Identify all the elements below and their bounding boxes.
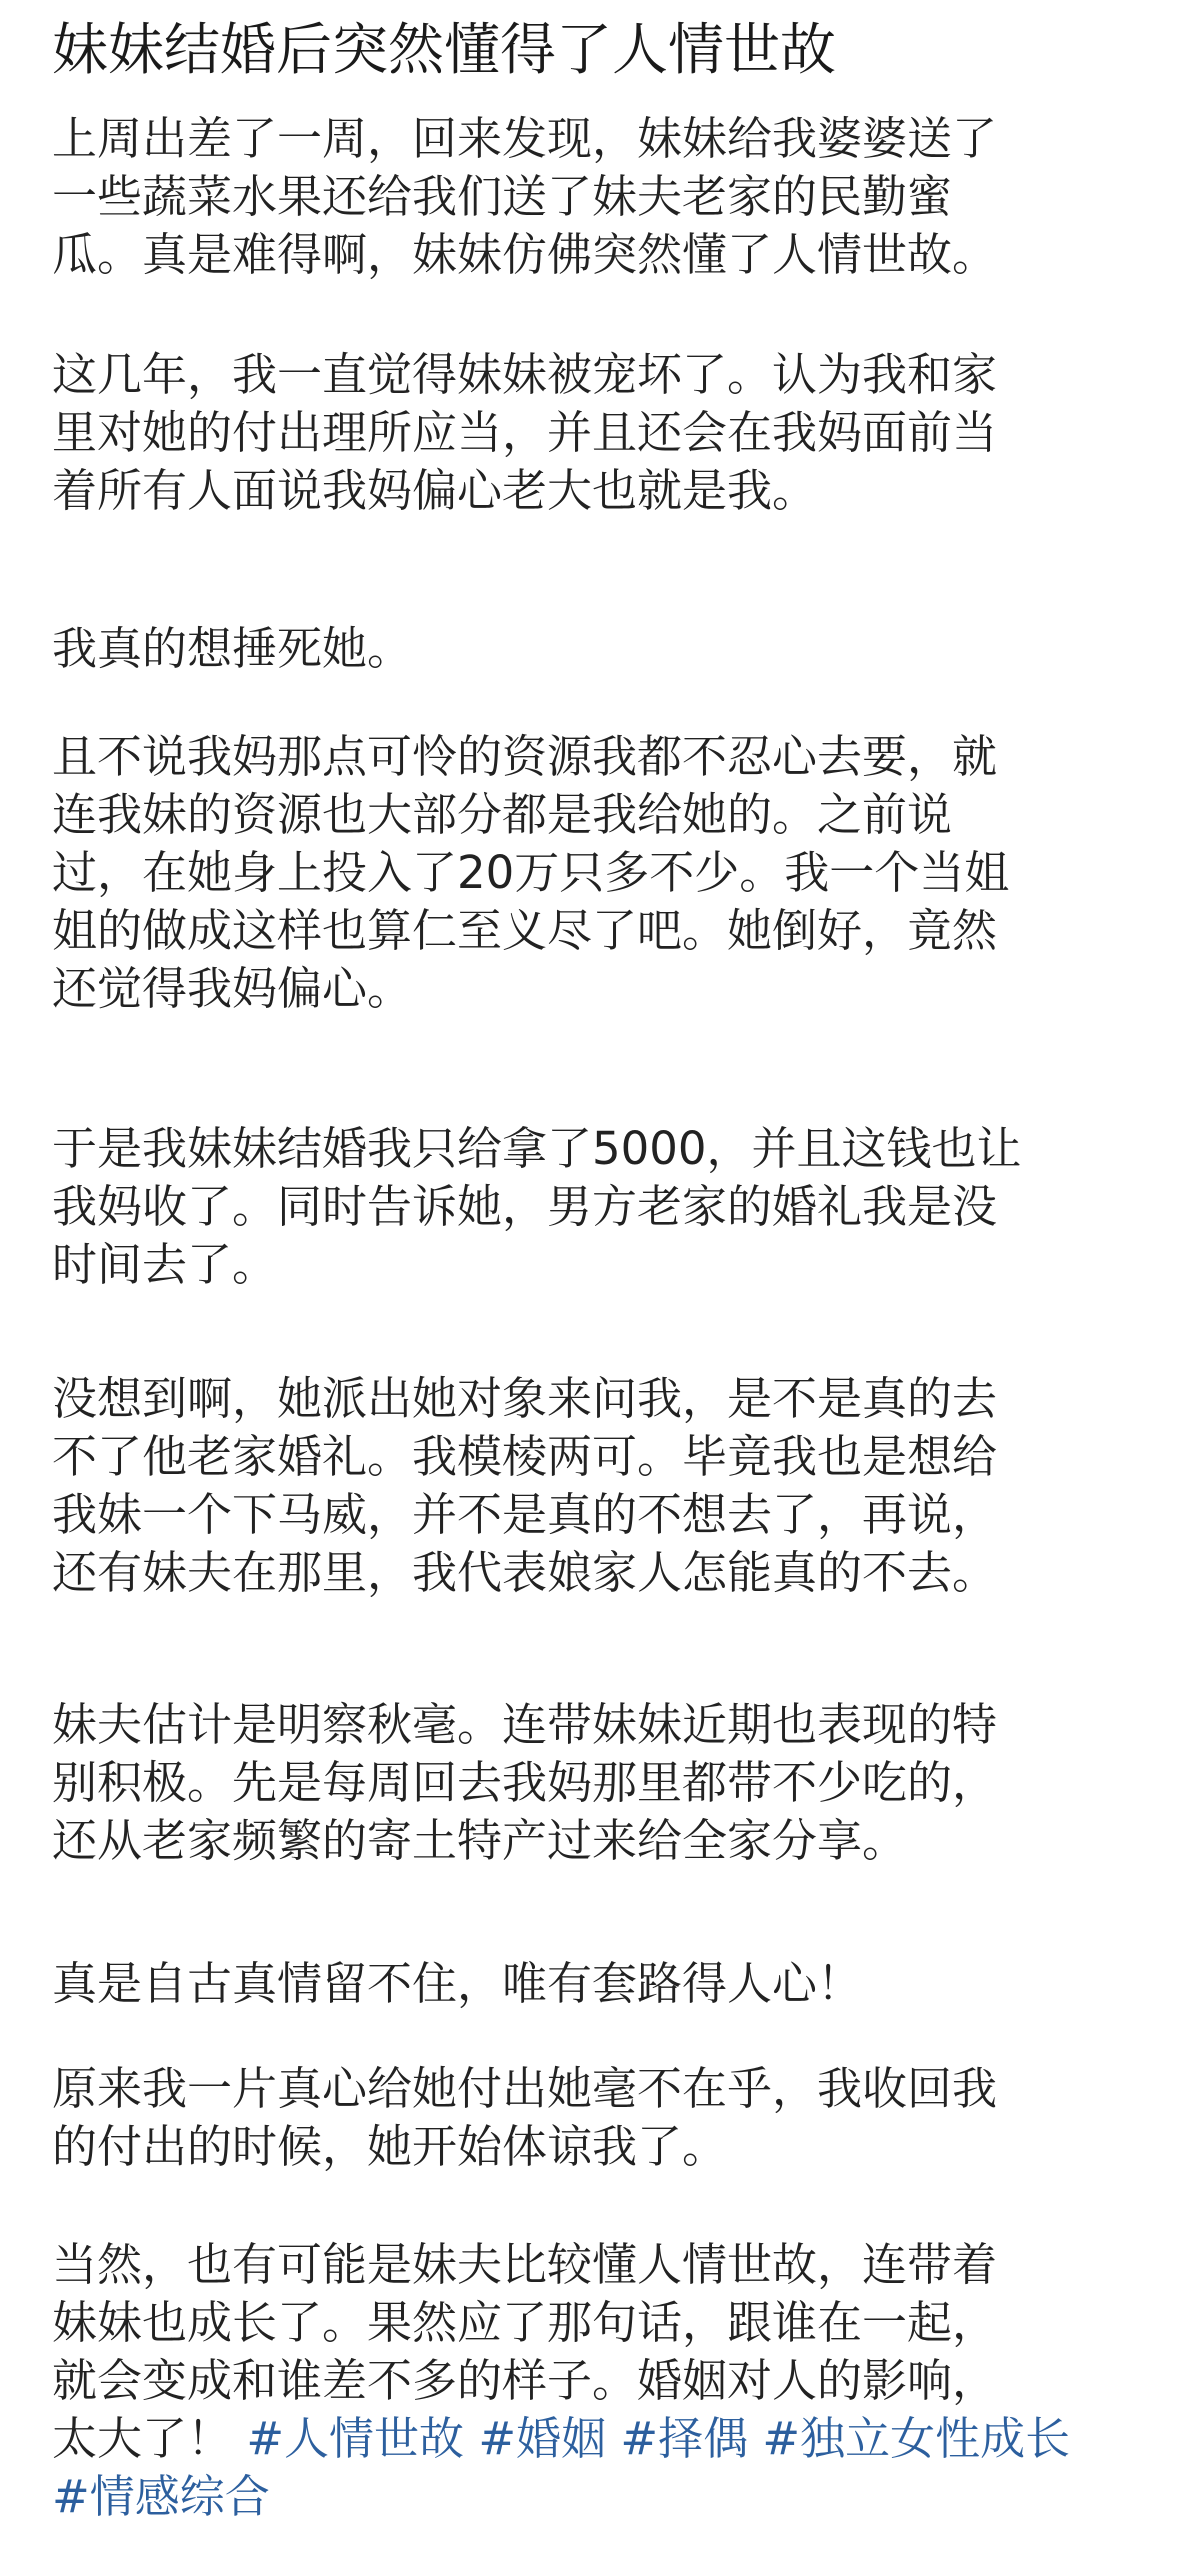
paragraph-6 — [52, 1370, 1152, 1602]
paragraph-line: 我妈收了。同时告诉她，男方老家的婚礼我是没 — [52, 1180, 998, 1233]
paragraph-line: 着所有人面说我妈偏心老大也就是我。 — [52, 464, 818, 517]
paragraph-10 — [52, 2236, 1152, 2526]
paragraph-7 — [52, 1696, 1152, 1870]
hashtag-link[interactable]: #人情世故 — [246, 2412, 465, 2465]
paragraph-line: 姐的做成这样也算仁至义尽了吧。她倒好，竟然 — [52, 904, 998, 957]
post-title: 妹妹结婚后突然懂得了人情世故 — [52, 18, 836, 83]
paragraph-line: 当然，也有可能是妹夫比较懂人情世故，连带着 — [52, 2238, 998, 2291]
final-line-prefix: 太大了！ — [52, 2412, 233, 2465]
paragraph-line: 一些蔬菜水果还给我们送了妹夫老家的民勤蜜 — [52, 170, 953, 223]
final-line-continued — [52, 2468, 1152, 2526]
paragraph-line: 于是我妹妹结婚我只给拿了5000，并且这钱也让 — [52, 1122, 1022, 1175]
paragraph-9 — [52, 2060, 1152, 2176]
paragraph-line: 我妹一个下马威，并不是真的不想去了，再说， — [52, 1488, 998, 1541]
paragraph-line: 就会变成和谁差不多的样子。婚姻对人的影响， — [52, 2354, 998, 2407]
paragraph-line: 这几年，我一直觉得妹妹被宠坏了。认为我和家 — [52, 348, 998, 401]
paragraph-line: 的付出的时候，她开始体谅我了。 — [52, 2120, 728, 2173]
paragraph-line: 还从老家频繁的寄土特产过来给全家分享。 — [52, 1814, 908, 1867]
hashtag-link[interactable]: #独立女性成长 — [762, 2412, 1071, 2465]
final-line — [52, 2410, 1152, 2468]
paragraph-line: 我真的想捶死她。 — [52, 622, 413, 675]
paragraph-line: 上周出差了一周，回来发现，妹妹给我婆婆送了 — [52, 112, 998, 165]
paragraph-line: 瓜。真是难得啊，妹妹仿佛突然懂了人情世故。 — [52, 228, 998, 281]
paragraph-3 — [52, 620, 1152, 678]
paragraph-5 — [52, 1120, 1152, 1294]
paragraph-line: 不了他老家婚礼。我模棱两可。毕竟我也是想给 — [52, 1430, 998, 1483]
paragraph-line: 没想到啊，她派出她对象来问我，是不是真的去 — [52, 1372, 998, 1425]
paragraph-line: 里对她的付出理所应当，并且还会在我妈面前当 — [52, 406, 998, 459]
paragraph-1 — [52, 110, 1152, 284]
hashtag-link[interactable]: #择偶 — [620, 2412, 749, 2465]
paragraph-line: 妹妹也成长了。果然应了那句话，跟谁在一起， — [52, 2296, 998, 2349]
paragraph-line: 别积极。先是每周回去我妈那里都带不少吃的， — [52, 1756, 998, 1809]
paragraph-line: 时间去了。 — [52, 1238, 278, 1291]
paragraph-line: 还有妹夫在那里，我代表娘家人怎能真的不去。 — [52, 1546, 998, 1599]
paragraph-line: 原来我一片真心给她付出她毫不在乎，我收回我 — [52, 2062, 998, 2115]
paragraph-2 — [52, 346, 1152, 520]
hashtag-link[interactable]: #婚姻 — [478, 2412, 607, 2465]
paragraph-line: 妹夫估计是明察秋毫。连带妹妹近期也表现的特 — [52, 1698, 998, 1751]
paragraph-line: 连我妹的资源也大部分都是我给她的。之前说 — [52, 788, 953, 841]
paragraph-line: 过，在她身上投入了20万只多不少。我一个当姐 — [52, 846, 1010, 899]
paragraph-4 — [52, 728, 1152, 1018]
paragraph-8 — [52, 1955, 1152, 2013]
paragraph-line: 且不说我妈那点可怜的资源我都不忍心去要，就 — [52, 730, 998, 783]
hashtag-link[interactable]: #情感综合 — [52, 2470, 270, 2523]
paragraph-line: 真是自古真情留不住，唯有套路得人心！ — [52, 1957, 863, 2010]
paragraph-line: 还觉得我妈偏心。 — [52, 962, 413, 1015]
